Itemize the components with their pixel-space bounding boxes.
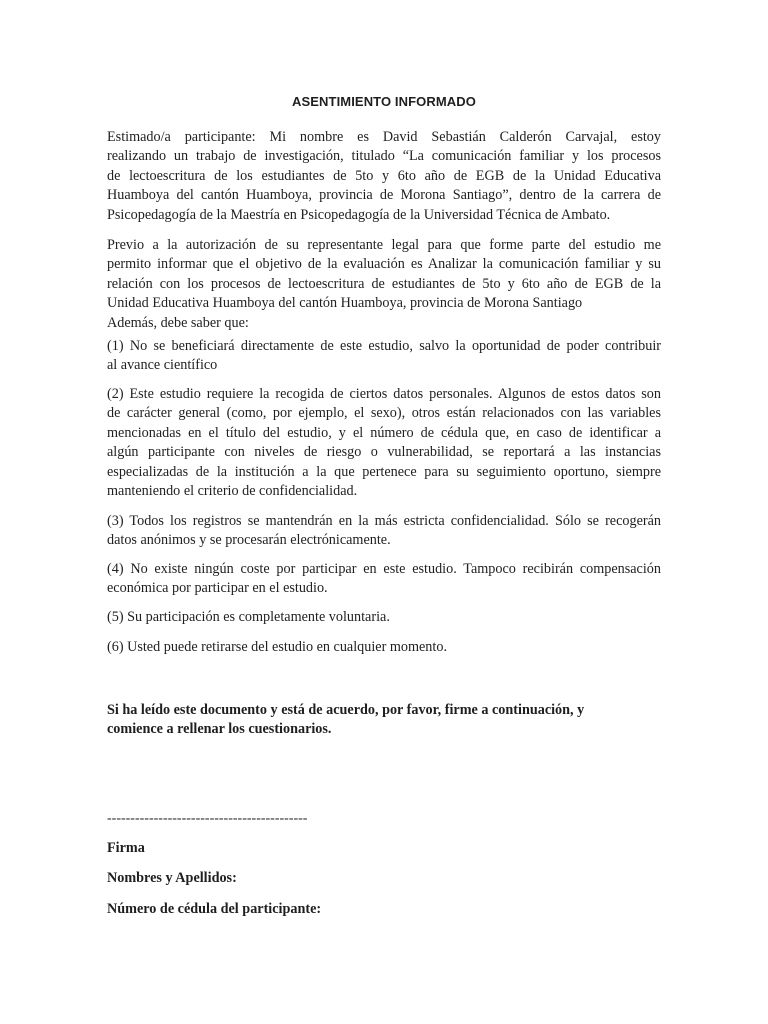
nombres-label: Nombres y Apellidos:	[107, 870, 237, 886]
item-line: (6) Usted puede retirarse del estudio en cualquier momento.	[107, 639, 447, 655]
item-4	[107, 560, 661, 599]
closing-line: comience a rellenar los cuestionarios.	[107, 721, 332, 738]
item-line: algún participante con niveles de riesgo o vulnerabilidad, se reportará a las instancias	[107, 444, 661, 461]
intro-line: Huamboya del cantón Huamboya, provincia de Morona Santiago”, dentro de la carrera de	[107, 187, 661, 204]
item-line: mencionadas en el título del estudio, y el número de cédula que, en caso de identificar a	[107, 424, 661, 441]
previo-paragraph	[107, 236, 661, 333]
item-line: manteniendo el criterio de confidencialidad.	[107, 483, 358, 500]
item-line: económica por participar en el estudio.	[107, 580, 328, 597]
item-3	[107, 512, 661, 551]
intro-line: de lectoescritura de los estudiantes de 5to y 6to año de EGB de la Unidad Educativa	[107, 167, 661, 184]
item-1	[107, 337, 661, 376]
item-line: (4) No existe ningún coste por participar en este estudio. Tampoco recibirán compensación	[107, 561, 661, 577]
intro-line: realizando un trabajo de investigación, titulado “La comunicación familiar y los procesos	[107, 148, 661, 165]
item-2	[107, 385, 661, 501]
item-line: (2) Este estudio requiere la recogida de ciertos datos personales. Algunos de estos datos son	[107, 386, 661, 402]
item-line: especializadas de la institución a la que pertenece para su seguimiento oportuno, siempre	[107, 463, 661, 480]
closing-line: Si ha leído este documento y está de acuerdo, por favor, firme a continuación, y	[107, 702, 585, 718]
item-line: (3) Todos los registros se mantendrán en la más estricta confidencialidad. Sólo se recogerán	[107, 513, 661, 529]
previo-line: Unidad Educativa Huamboya del cantón Huamboya, provincia de Morona Santiago	[107, 295, 583, 312]
item-6	[107, 638, 661, 657]
previo-line: relación con los procesos de lectoescritura de estudiantes de 5to y 6to año de EGB de la	[107, 275, 661, 292]
intro-paragraph	[107, 128, 661, 225]
signature-line: -------------------------------------------	[107, 811, 308, 826]
item-line: datos anónimos y se procesarán electrónicamente.	[107, 532, 391, 549]
item-line: de carácter general (como, por ejemplo, el sexo), otros están relacionados con las variables	[107, 405, 661, 422]
closing-paragraph	[107, 701, 661, 740]
document-title: ASENTIMIENTO INFORMADO	[292, 94, 476, 109]
intro-line: Estimado/a participante: Mi nombre es David Sebastián Calderón Carvajal, estoy	[107, 129, 661, 145]
firma-label: Firma	[107, 840, 145, 856]
intro-line: Psicopedagogía de la Maestría en Psicopedagogía de la Universidad Técnica de Ambato.	[107, 206, 611, 223]
item-5	[107, 608, 661, 627]
previo-line: permito informar que el objetivo de la evaluación es Analizar la comunicación familiar y su	[107, 256, 661, 273]
previo-line: Además, debe saber que:	[107, 314, 249, 331]
item-line: (1) No se beneficiará directamente de este estudio, salvo la oportunidad de poder contribuir	[107, 338, 661, 354]
item-line: al avance científico	[107, 357, 218, 374]
item-line: (5) Su participación es completamente voluntaria.	[107, 609, 390, 625]
previo-line: Previo a la autorización de su representante legal para que forme parte del estudio me	[107, 237, 661, 253]
cedula-label: Número de cédula del participante:	[107, 901, 322, 917]
